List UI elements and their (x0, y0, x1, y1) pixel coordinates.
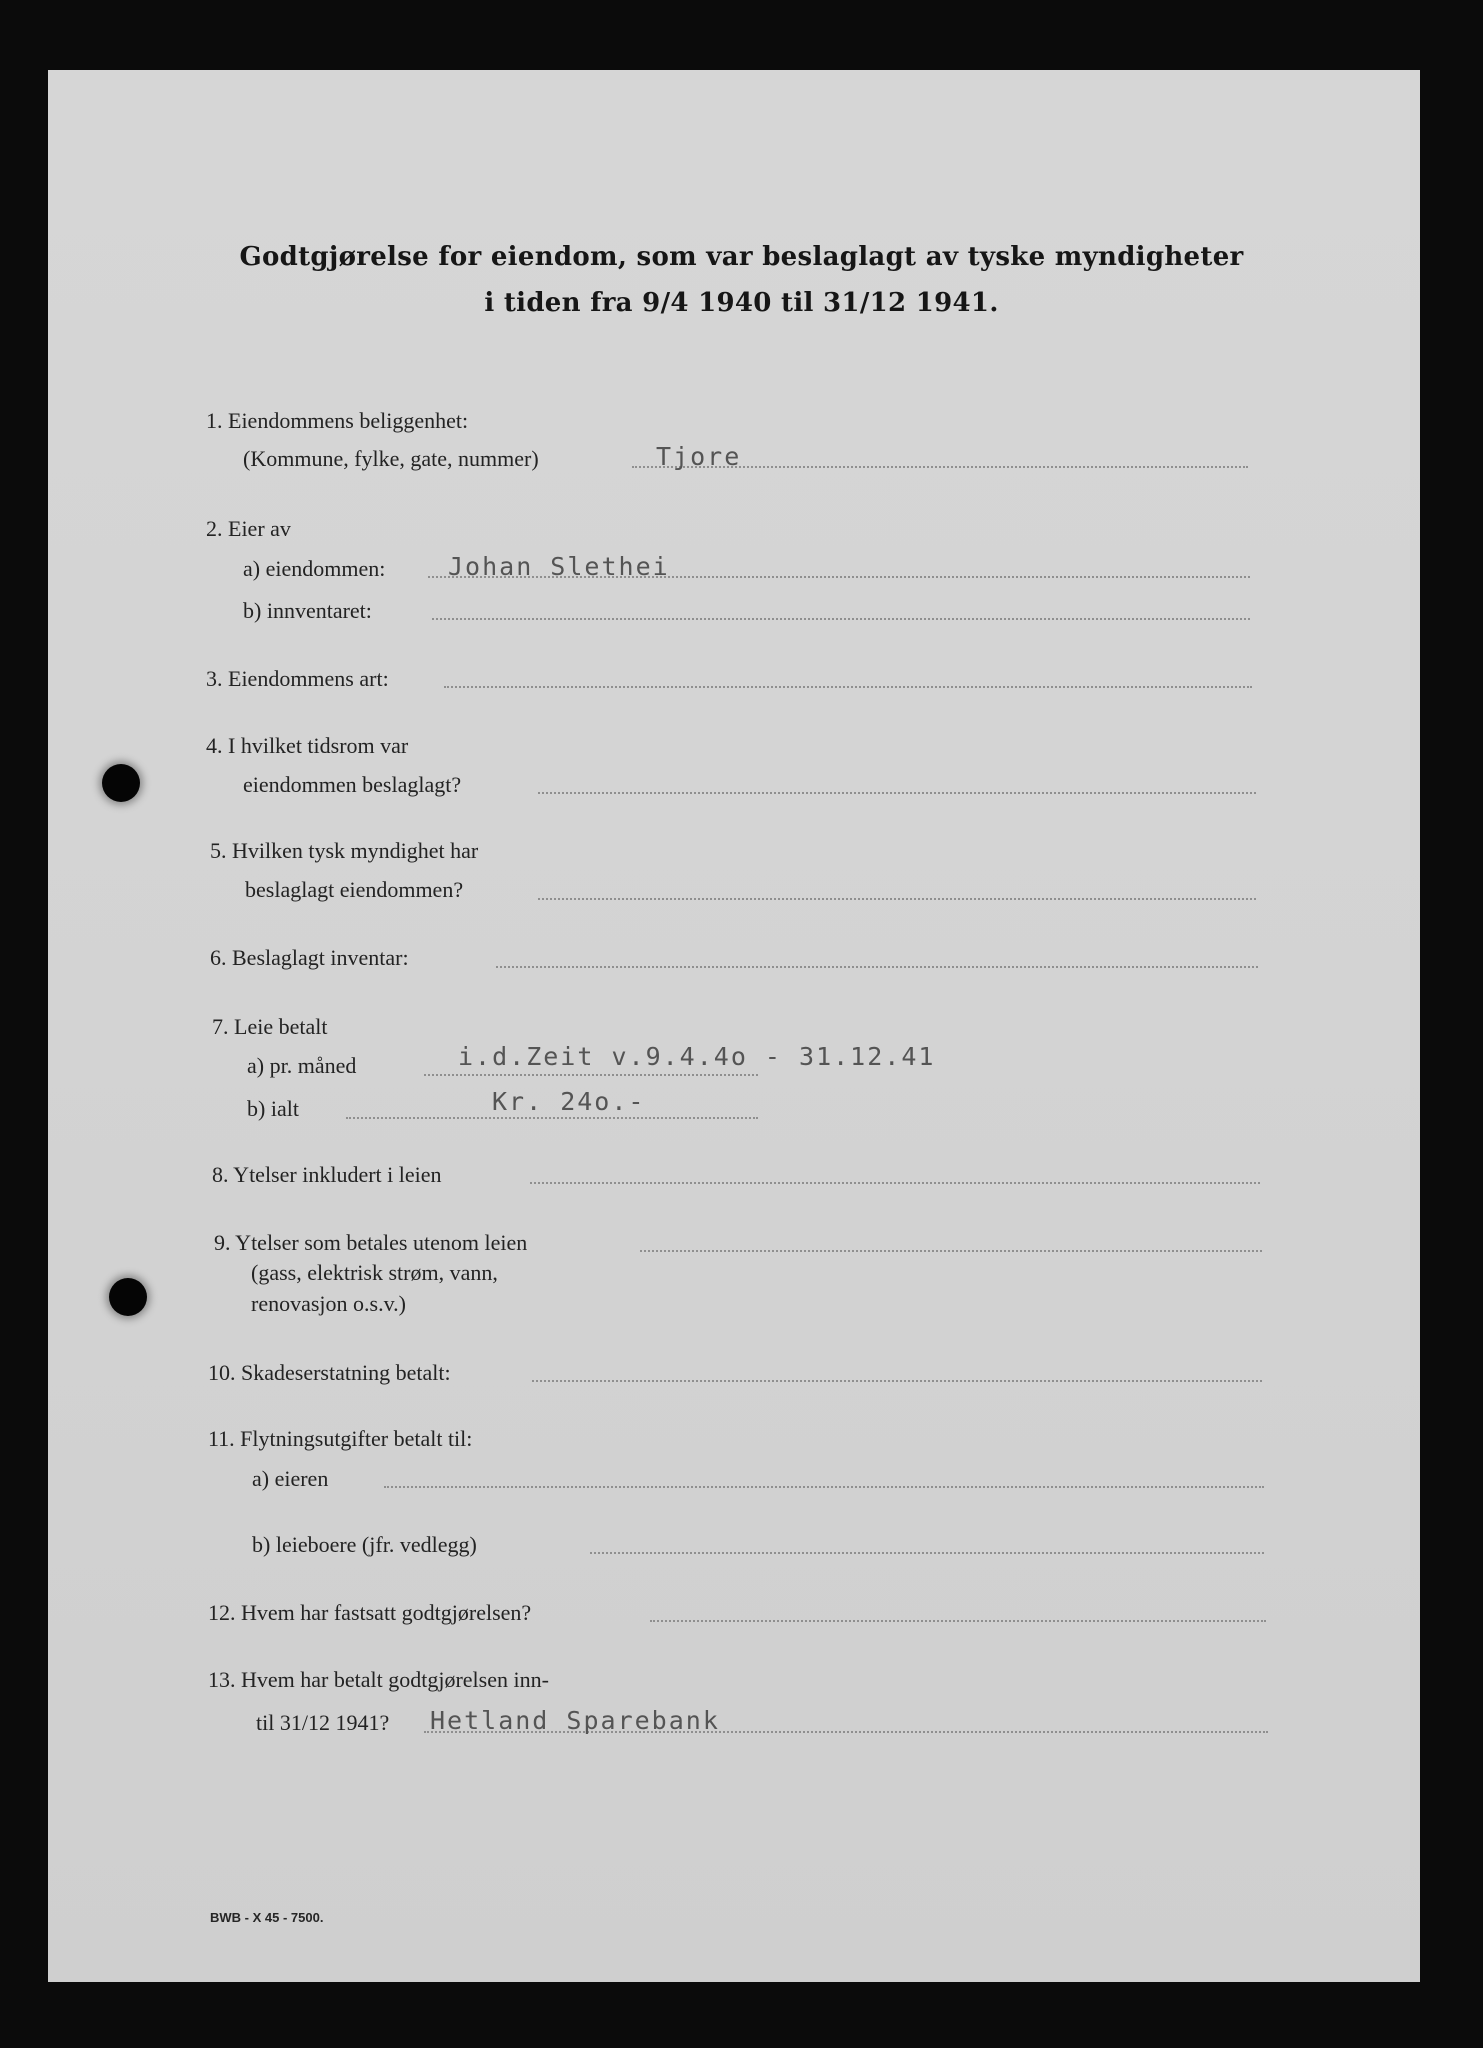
q7b-answer: Kr. 24o.- (492, 1087, 646, 1116)
q2b-label: b) innventaret: (243, 598, 372, 623)
q2b-answer-line (432, 618, 1250, 620)
q7a-label: a) pr. måned (247, 1053, 357, 1078)
q7-label: 7. Leie betalt (212, 1014, 328, 1039)
q5-label: 5. Hvilken tysk myndighet har (210, 838, 479, 863)
q11b-label: b) leieboere (jfr. vedlegg) (252, 1532, 477, 1557)
q7a-answer-line (424, 1074, 758, 1076)
q1-label: 1. Eiendommens beliggenhet: (206, 408, 469, 433)
q9-label: 9. Ytelser som betales utenom leien (214, 1230, 528, 1255)
q2a-answer: Johan Slethei (448, 552, 670, 581)
q10-answer-line (532, 1380, 1262, 1382)
q5-sublabel: beslaglagt eiendommen? (245, 877, 464, 902)
q12-answer-line (650, 1620, 1266, 1622)
q8-label: 8. Ytelser inkludert i leien (212, 1162, 442, 1187)
q13-sublabel: til 31/12 1941? (256, 1710, 390, 1735)
q7b-label: b) ialt (247, 1096, 299, 1121)
q6-answer-line (496, 966, 1258, 968)
q11-label: 11. Flytningsutgifter betalt til: (208, 1426, 473, 1451)
q10-label: 10. Skadeserstatning betalt: (208, 1360, 451, 1385)
q4-sublabel: eiendommen beslaglagt? (243, 772, 462, 797)
q9-sublabel-2: renovasjon o.s.v.) (251, 1291, 406, 1316)
q7a-answer: i.d.Zeit v.9.4.4o - 31.12.41 (458, 1042, 936, 1071)
punch-hole-bottom (109, 1278, 147, 1316)
q9-answer-line (640, 1250, 1262, 1252)
q7b-answer-line (346, 1117, 758, 1119)
form-title-line1: Godtgjørelse for eiendom, som var beslaglagt av tyske myndigheter (239, 242, 1244, 272)
q9-sublabel-1: (gass, elektrisk strøm, vann, (251, 1260, 498, 1285)
q4-answer-line (538, 792, 1256, 794)
punch-hole-top (102, 764, 140, 802)
q11b-answer-line (590, 1552, 1264, 1554)
q1-answer: Tjore (656, 442, 742, 471)
q8-answer-line (530, 1182, 1260, 1184)
q2a-label: a) eiendommen: (243, 556, 386, 581)
q6-label: 6. Beslaglagt inventar: (210, 945, 409, 970)
q11a-label: a) eieren (252, 1466, 329, 1491)
form-footer-code: BWB - X 45 - 7500. (210, 1910, 324, 1925)
q11a-answer-line (384, 1486, 1264, 1488)
q13-answer: Hetland Sparebank (430, 1706, 720, 1735)
q13-label: 13. Hvem har betalt godtgjørelsen inn- (208, 1667, 549, 1692)
form-title-line2: i tiden fra 9/4 1940 til 31/12 1941. (484, 288, 999, 318)
q3-label: 3. Eiendommens art: (206, 666, 389, 691)
q12-label: 12. Hvem har fastsatt godtgjørelsen? (208, 1600, 532, 1625)
q1-sublabel: (Kommune, fylke, gate, nummer) (243, 446, 539, 471)
q3-answer-line (444, 686, 1252, 688)
q5-answer-line (538, 898, 1256, 900)
q2-label: 2. Eier av (206, 516, 291, 541)
q4-label: 4. I hvilket tidsrom var (206, 733, 409, 758)
